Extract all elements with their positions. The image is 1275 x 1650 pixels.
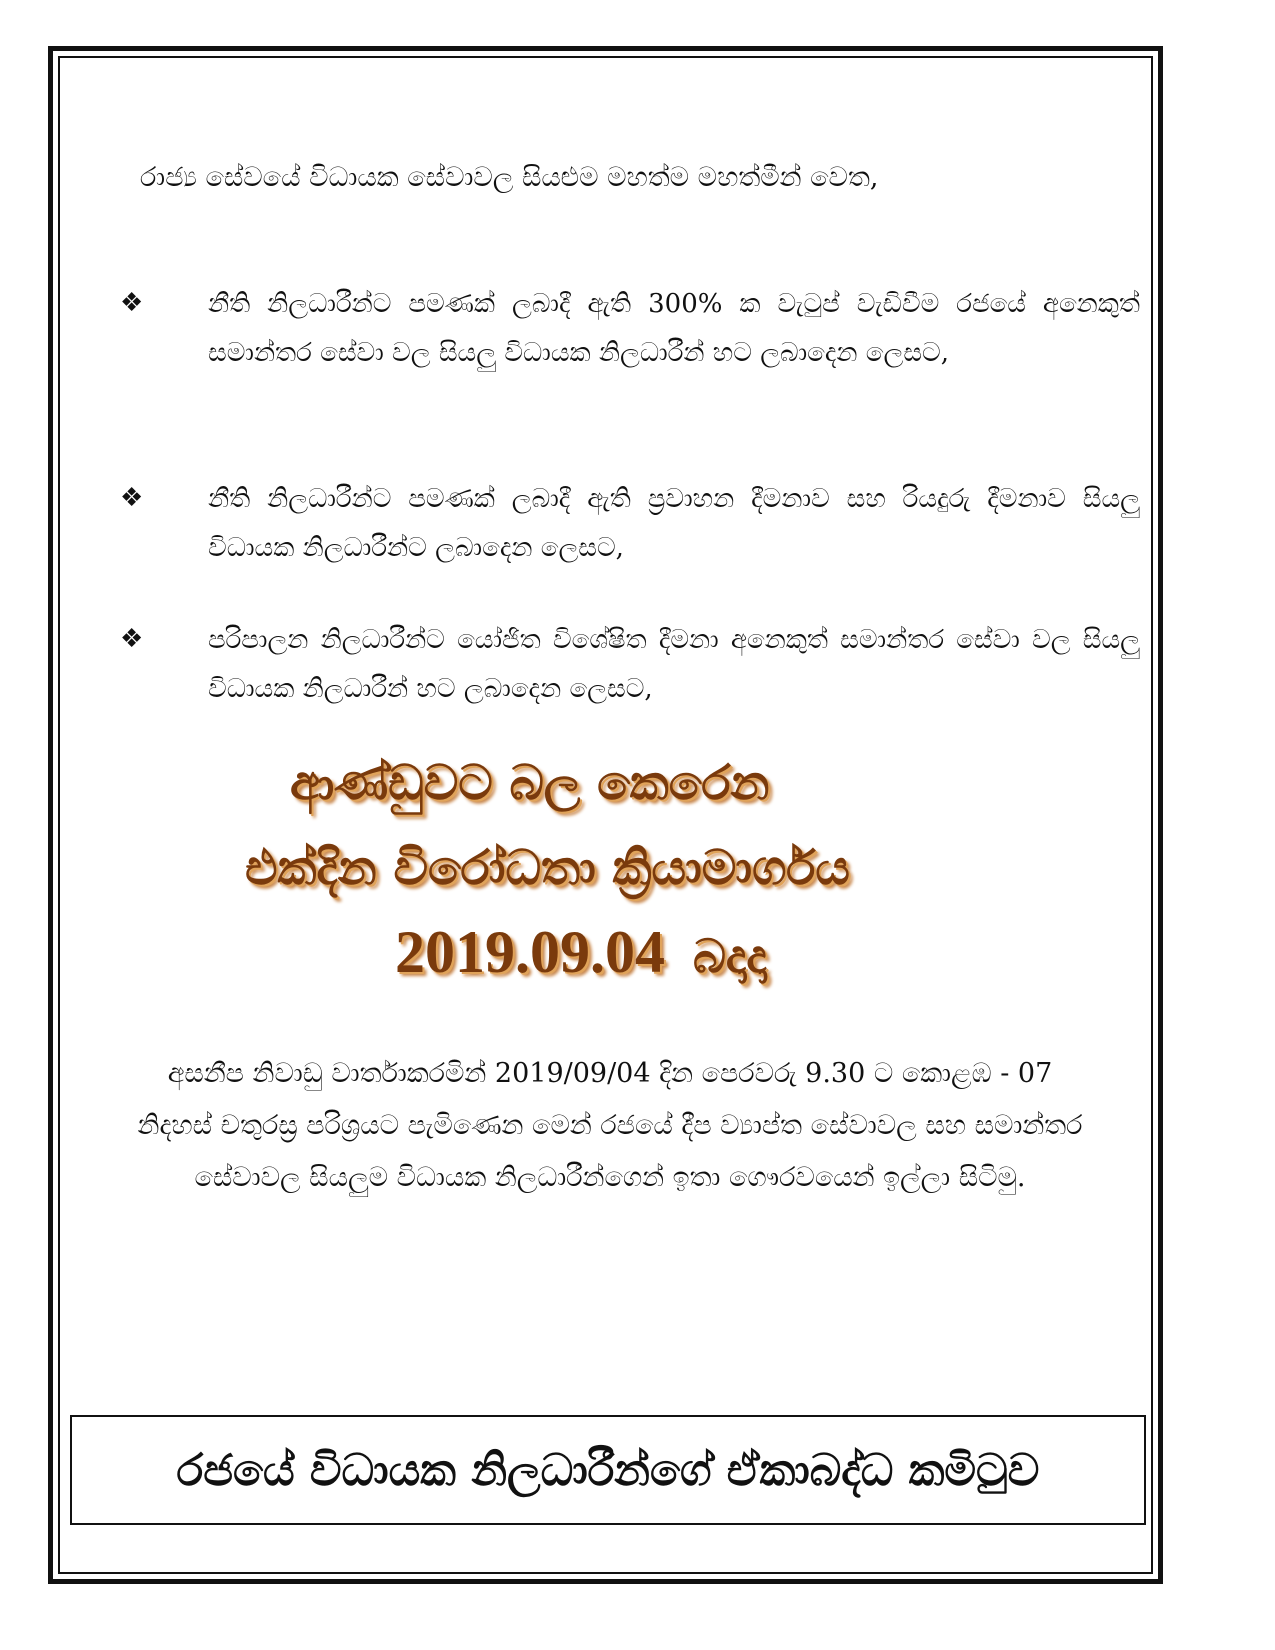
bullet-text: පරිපාලන නිලධාරීන්ට යෝජිත විශේෂිත දීමනා අනෙකුත් සමාන්තර සේවා වල සියලු විධායක නිලධාරීන් හට ලබාදෙන ලෙසට, (208, 625, 1140, 704)
bullet-item (120, 280, 1140, 378)
bullet-item (120, 616, 1140, 714)
signature-text: රජයේ විධායක නිලධාරීන්ගේ ඒකාබද්ධ කමිටුව (176, 1444, 1040, 1496)
diamond-bullet-icon: ❖ (120, 624, 144, 654)
headline-date (0, 918, 767, 987)
bullet-text: නීති නිලධාරීන්ට පමණක් ලබාදී ඇති ප්‍රවාහන දීමනාව සහ රියදුරු දීමනාව සියලු විධායක නිලධාරීන්ට ලබාදෙන ලෙසට, (208, 484, 1140, 563)
headline-day: බදාදා (693, 929, 767, 983)
signature-box (70, 1415, 1146, 1525)
headline-date-value: 2019.09.04 (395, 919, 665, 985)
headline-line-2: එක්දින විරෝධතා ක්‍රියාමාර්ගය (245, 840, 850, 896)
headline-line-1: ආණ්ඩුවට බල කෙරෙන (290, 755, 770, 811)
bullet-text: නීති නිලධාරීන්ට පමණක් ලබාදී ඇති 300% ක වැටුප් වැඩිවීම රජයේ අනෙකුත් සමාන්තර සේවා වල සියලු විධායක නිලධාරීන් හට ලබාදෙන ලෙසට, (208, 289, 1140, 368)
diamond-bullet-icon: ❖ (120, 288, 144, 318)
bullet-item (120, 475, 1140, 573)
salutation: රාජ්‍ය සේවයේ විධායක සේවාවල සියළුම මහත්ම මහත්මීන් වෙත, (140, 162, 879, 193)
diamond-bullet-icon: ❖ (120, 483, 144, 513)
body-paragraph: අසනීප නිවාඩු වාර්තාකරමින් 2019/09/04 දින පෙරවරු 9.30 ට කොළඹ - 07 නිදහස් චතුරස්‍ර පරිශ්‍රයට පැමිණෙන මෙන් රජයේ දීප ව්‍යාප්ත සේවාවල සහ සමාන්තර සේවාවල සියලුම විධායක නිලධාරීන්ගෙන් ඉතා ගෞරවයෙන් ඉල්ලා සිටිමු. (137, 1058, 1083, 1193)
